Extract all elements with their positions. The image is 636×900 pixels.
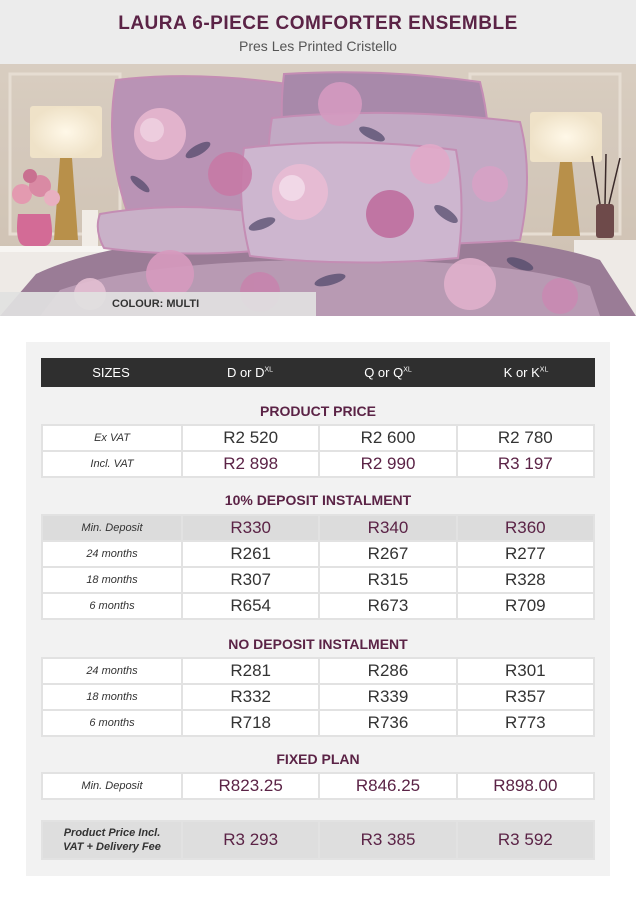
price-cell: R277	[457, 541, 594, 567]
table-row	[42, 658, 594, 684]
total-price-cell: R3 592	[457, 821, 594, 859]
price-cell: R315	[319, 567, 456, 593]
price-cell: R2 990	[319, 451, 456, 477]
total-label: Product Price Incl. VAT + Delivery Fee	[42, 821, 182, 859]
lamp-shade-right	[530, 112, 602, 162]
section-title-deposit-instalment: 10% DEPOSIT INSTALMENT	[224, 492, 412, 508]
price-cell: R773	[457, 710, 594, 736]
price-cell: R301	[457, 658, 594, 684]
row-label: 24 months	[42, 541, 182, 567]
price-cell: R360	[457, 515, 594, 541]
deposit-instalment-table	[41, 514, 595, 620]
no-deposit-instalment-table	[41, 657, 595, 737]
price-cell: R718	[182, 710, 319, 736]
row-label: Ex VAT	[42, 425, 182, 451]
product-price-table	[41, 424, 595, 478]
table-row	[42, 684, 594, 710]
price-cell: R2 780	[457, 425, 594, 451]
price-cell: R267	[319, 541, 456, 567]
colour-label: COLOUR: MULTI	[0, 292, 316, 316]
price-cell: R2 520	[182, 425, 319, 451]
price-cell: R673	[319, 593, 456, 619]
size-king: K or $K^{XL}$	[503, 365, 549, 380]
page-header	[0, 0, 636, 64]
row-label: 6 months	[42, 593, 182, 619]
size-queen: Q or $Q^{XL}$	[364, 365, 412, 380]
row-label: 24 months	[42, 658, 182, 684]
table-row	[42, 593, 594, 619]
row-label: Min. Deposit	[42, 773, 182, 799]
price-cell: R898.00	[457, 773, 594, 799]
table-row	[42, 567, 594, 593]
row-label: 18 months	[42, 684, 182, 710]
price-cell: R261	[182, 541, 319, 567]
price-cell: R709	[457, 593, 594, 619]
section-title-fixed-plan: FIXED PLAN	[276, 751, 360, 767]
price-cell: R340	[319, 515, 456, 541]
lamp-shade-left	[30, 106, 102, 158]
product-photo	[0, 64, 636, 316]
row-label: 18 months	[42, 567, 182, 593]
table-row	[42, 541, 594, 567]
price-cell: R654	[182, 593, 319, 619]
row-label: Min. Deposit	[42, 515, 182, 541]
price-cell: R3 197	[457, 451, 594, 477]
bedroom-illustration	[0, 64, 636, 316]
table-row	[42, 710, 594, 736]
price-cell: R357	[457, 684, 594, 710]
price-cell: R736	[319, 710, 456, 736]
section-title-product-price: PRODUCT PRICE	[260, 403, 376, 419]
product-subtitle: Pres Les Printed Cristello	[239, 38, 397, 54]
product-title: LAURA 6-PIECE COMFORTER ENSEMBLE	[118, 13, 518, 34]
price-cell: R339	[319, 684, 456, 710]
price-cell: R307	[182, 567, 319, 593]
price-cell: R846.25	[319, 773, 456, 799]
total-price-cell: R3 293	[182, 821, 319, 859]
table-row	[42, 515, 594, 541]
total-price-table	[41, 820, 595, 860]
total-price-cell: R3 385	[319, 821, 456, 859]
fixed-plan-table	[41, 772, 595, 800]
section-title-no-deposit-instalment: NO DEPOSIT INSTALMENT	[228, 636, 408, 652]
table-row	[42, 451, 594, 477]
price-cell: R2 898	[182, 451, 319, 477]
row-label: 6 months	[42, 710, 182, 736]
price-cell: R330	[182, 515, 319, 541]
price-cell: R286	[319, 658, 456, 684]
price-cell: R328	[457, 567, 594, 593]
sizes-header-label: SIZES	[92, 365, 130, 380]
size-double: D or $D^{XL}$	[226, 365, 274, 380]
table-row	[42, 821, 594, 859]
row-label: Incl. VAT	[42, 451, 182, 477]
price-cell: R2 600	[319, 425, 456, 451]
table-row	[42, 425, 594, 451]
price-cell: R332	[182, 684, 319, 710]
table-row	[42, 773, 594, 799]
pricing-card	[26, 342, 610, 876]
price-cell: R823.25	[182, 773, 319, 799]
price-cell: R281	[182, 658, 319, 684]
sizes-header-row	[41, 358, 595, 387]
